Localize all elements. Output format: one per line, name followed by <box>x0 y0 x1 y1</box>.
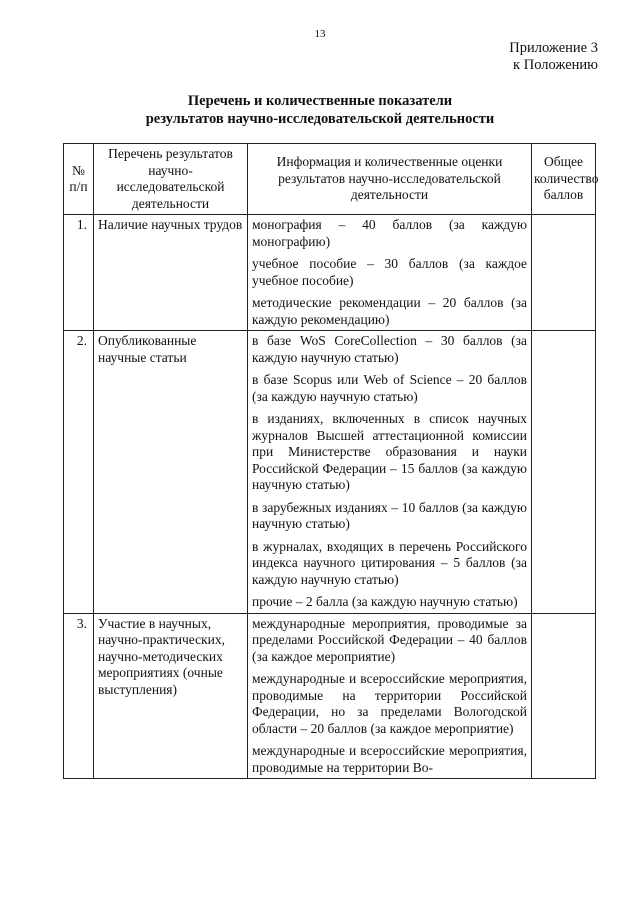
result-name: Участие в научных, научно-практических, научно-методических мероприятиях (очные выступления) <box>94 613 248 779</box>
header-information: Информация и количественные оценки результатов научно-исследовательской деятельности <box>248 144 532 215</box>
score-item: монография – 40 баллов (за каждую монографию) <box>252 217 527 249</box>
table-row <box>64 613 596 779</box>
results-table <box>63 143 599 779</box>
header-number: № п/п <box>64 144 94 215</box>
document-title <box>0 92 640 128</box>
row-number: 1. <box>64 215 94 331</box>
score-item: в журналах, входящих в перечень Российского индекса научного цитирования – 5 баллов (за каждую научную статью) <box>252 538 527 587</box>
row-number: 2. <box>64 331 94 614</box>
score-info <box>248 215 532 331</box>
score-item: в базе WoS CoreCollection – 30 баллов (за каждую научную статью) <box>252 333 527 365</box>
result-name: Наличие научных трудов <box>94 215 248 331</box>
score-item: в базе Scopus или Web of Science – 20 баллов (за каждую научную статью) <box>252 372 527 404</box>
header-result-list: Перечень результатов научно-исследовательской деятельности <box>94 144 248 215</box>
title-line-2: результатов научно-исследовательской деятельности <box>145 111 495 127</box>
score-item: методические рекомендации – 20 баллов (за каждую рекомендацию) <box>252 295 527 327</box>
table-header-row <box>64 144 596 215</box>
total-score <box>532 215 596 331</box>
score-item: в зарубежных изданиях – 10 баллов (за каждую научную статью) <box>252 499 527 531</box>
score-item: международные и всероссийские мероприятия, проводимые на территории Во- <box>252 743 527 775</box>
total-score <box>532 613 596 779</box>
table-row <box>64 331 596 614</box>
title-line-1: Перечень и количественные показатели <box>187 93 453 109</box>
annex-line-1: Приложение 3 <box>509 40 598 56</box>
score-item: международные мероприятия, проводимые за пределами Российской Федерации – 40 баллов (за каждое мероприятие) <box>252 615 527 664</box>
result-name: Опубликованные научные статьи <box>94 331 248 614</box>
page-number: 13 <box>314 28 326 40</box>
annex-caption <box>509 40 598 74</box>
score-item: международные и всероссийские мероприятия, проводимые на территории Российской Федерации, но за пределами Вологодской области – 20 баллов (за каждое мероприятие) <box>252 671 527 736</box>
table-row <box>64 215 596 331</box>
annex-line-2: к Положению <box>513 57 598 73</box>
total-score <box>532 331 596 614</box>
row-number: 3. <box>64 613 94 779</box>
score-item: учебное пособие – 30 баллов (за каждое учебное пособие) <box>252 256 527 288</box>
score-info <box>248 331 532 614</box>
score-item: в изданиях, включенных в список научных журналов Высшей аттестационной комиссии при Министерстве образования и науки Российской Федерации – 15 баллов (за каждую научную статью) <box>252 411 527 492</box>
score-info <box>248 613 532 779</box>
header-total-score: Общее количество баллов <box>532 144 596 215</box>
score-item: прочие – 2 балла (за каждую научную статью) <box>252 594 518 609</box>
